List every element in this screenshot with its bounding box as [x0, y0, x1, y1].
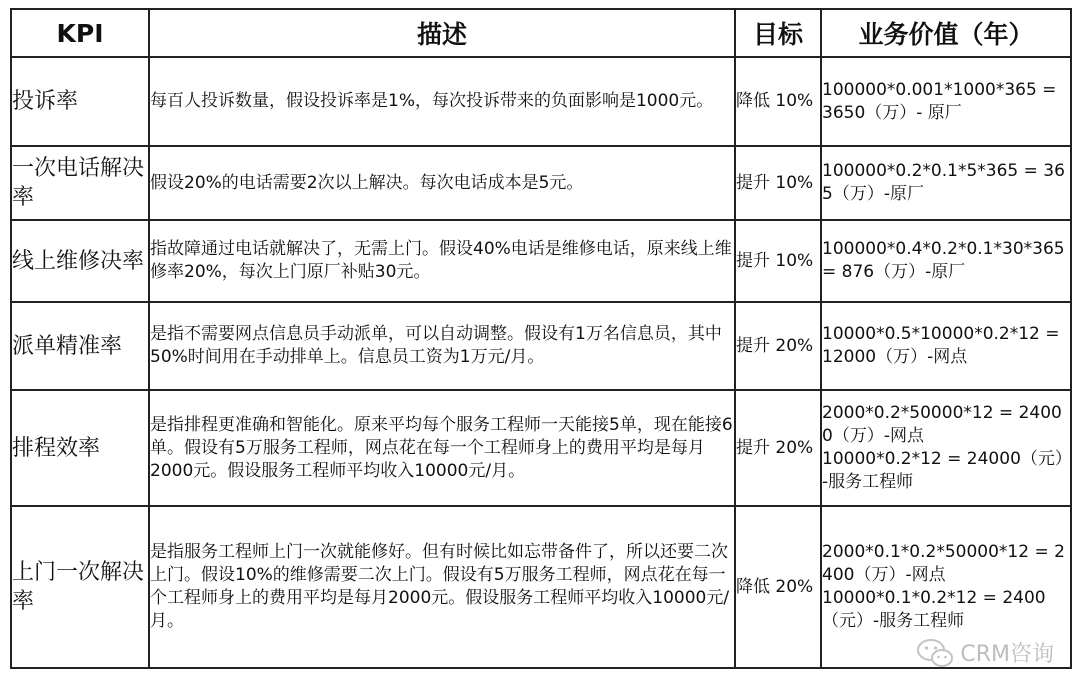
kpi-target: 提升 10% — [735, 146, 821, 220]
header-business-value: 业务价值（年） — [821, 9, 1071, 57]
kpi-business-value — [821, 146, 1071, 220]
watermark — [916, 637, 1054, 668]
kpi-target: 提升 20% — [735, 302, 821, 390]
value-line: 2000*0.1*0.2*50000*12 = 2400（万）-网点 — [822, 542, 1065, 585]
kpi-description: 是指排程更准确和智能化。原来平均每个服务工程师一天能接5单，现在能接6单。假设有5万服务工程师，网点花在每一个工程师身上的费用平均是每月2000元。假设服务工程师平均收入10000元/月。 — [149, 390, 735, 506]
kpi-business-value — [821, 57, 1071, 146]
header-kpi: KPI — [11, 9, 149, 57]
table-row — [11, 506, 1071, 668]
watermark-text: CRM咨询 — [960, 642, 1054, 667]
kpi-name: 上门一次解决率 — [11, 506, 149, 668]
value-line: 2000*0.2*50000*12 = 24000（万）-网点 — [822, 403, 1062, 446]
kpi-table — [10, 8, 1072, 669]
header-description: 描述 — [149, 9, 735, 57]
table-row — [11, 57, 1071, 146]
header-target: 目标 — [735, 9, 821, 57]
value-line: 10000*0.5*10000*0.2*12 = 12000（万）-网点 — [822, 324, 1060, 367]
wechat-icon — [916, 638, 954, 668]
table-row — [11, 390, 1071, 506]
kpi-name: 排程效率 — [11, 390, 149, 506]
value-line: 100000*0.2*0.1*5*365 = 365（万）-原厂 — [822, 161, 1065, 204]
value-line: 10000*0.1*0.2*12 = 2400（元）-服务工程师 — [822, 588, 1046, 631]
kpi-description: 是指不需要网点信息员手动派单，可以自动调整。假设有1万名信息员，其中50%时间用在手动排单上。信息员工资为1万元/月。 — [149, 302, 735, 390]
kpi-target: 提升 20% — [735, 390, 821, 506]
kpi-target: 提升 10% — [735, 220, 821, 302]
value-line: 10000*0.2*12 = 24000（元）-服务工程师 — [822, 449, 1064, 492]
kpi-description: 是指服务工程师上门一次就能修好。但有时候比如忘带备件了，所以还要二次上门。假设10%的维修需要二次上门。假设有5万服务工程师，网点花在每一个工程师身上的费用平均是每月2000元。假设服务工程师平均收入10000元/月。 — [149, 506, 735, 668]
kpi-name: 投诉率 — [11, 57, 149, 146]
kpi-description: 指故障通过电话就解决了，无需上门。假设40%电话是维修电话，原来线上维修率20%，每次上门原厂补贴30元。 — [149, 220, 735, 302]
table-row — [11, 146, 1071, 220]
kpi-business-value — [821, 302, 1071, 390]
kpi-name: 派单精准率 — [11, 302, 149, 390]
kpi-description: 每百人投诉数量，假设投诉率是1%，每次投诉带来的负面影响是1000元。 — [149, 57, 735, 146]
value-line: 100000*0.4*0.2*0.1*30*365 = 876（万）-原厂 — [822, 239, 1065, 282]
value-line: 100000*0.001*1000*365 = 3650（万）- 原厂 — [822, 79, 1057, 123]
kpi-name: 线上维修决率 — [11, 220, 149, 302]
kpi-description: 假设20%的电话需要2次以上解决。每次电话成本是5元。 — [149, 146, 735, 220]
kpi-business-value — [821, 390, 1071, 506]
table-row — [11, 302, 1071, 390]
kpi-business-value — [821, 220, 1071, 302]
kpi-target: 降低 20% — [735, 506, 821, 668]
kpi-target: 降低 10% — [735, 57, 821, 146]
table-row — [11, 220, 1071, 302]
table-header-row — [11, 9, 1071, 57]
kpi-name: 一次电话解决率 — [11, 146, 149, 220]
